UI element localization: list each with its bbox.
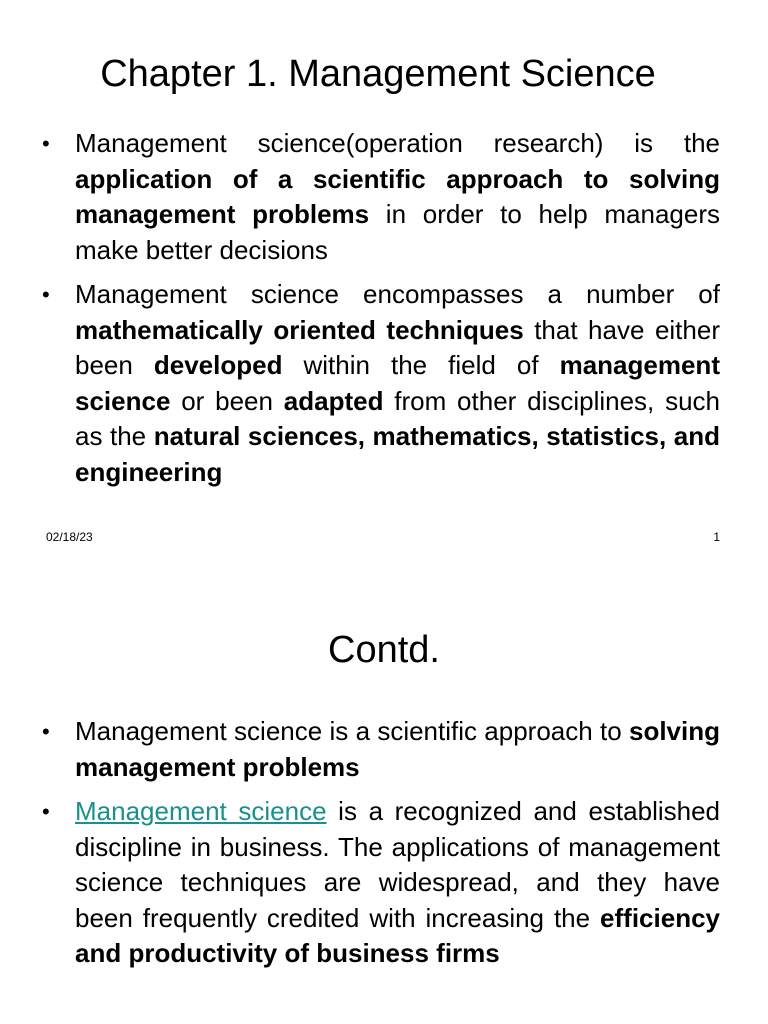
bullet-text: or been bbox=[170, 385, 284, 416]
bullet-dot-icon: • bbox=[42, 131, 50, 156]
management-science-link[interactable]: Management science bbox=[75, 796, 327, 826]
bullet-list bbox=[42, 714, 720, 981]
bullet-text: Management science(operation research) is the bbox=[75, 128, 720, 158]
bullet-text-bold: natural sciences, mathematics, statistics, and engineering bbox=[75, 421, 720, 487]
slide-title: Contd. bbox=[328, 629, 440, 671]
bullet-text-bold: management science bbox=[75, 350, 720, 416]
bullet-text: from other disciplines, such as the bbox=[75, 385, 720, 451]
slide-2 bbox=[0, 560, 768, 1024]
bullet-item bbox=[42, 714, 720, 785]
bullet-text: within the field of bbox=[282, 350, 560, 380]
bullet-text-bold: efficiency and productivity of business firms bbox=[75, 902, 720, 968]
bullet-text-bold: developed bbox=[153, 350, 283, 380]
bullet-dot-icon: • bbox=[42, 719, 50, 744]
bullet-dot-icon: • bbox=[42, 282, 50, 307]
slide-date: 02/18/23 bbox=[46, 530, 93, 544]
bullet-list bbox=[42, 126, 720, 499]
bullet-text: that have either been bbox=[75, 314, 720, 380]
slide-number: 1 bbox=[713, 530, 720, 544]
bullet-text-bold: solving management problems bbox=[75, 716, 720, 782]
bullet-text: in order to help managers make better decisions bbox=[75, 199, 720, 265]
bullet-item bbox=[42, 126, 720, 268]
bullet-item bbox=[42, 277, 720, 490]
bullet-text: Management science is a scientific approach to bbox=[75, 716, 629, 746]
bullet-text: Management science encompasses a number of bbox=[75, 279, 720, 309]
slide-title: Chapter 1. Management Science bbox=[100, 53, 656, 95]
bullet-item bbox=[42, 794, 720, 972]
bullet-text-bold: adapted bbox=[283, 385, 384, 416]
bullet-text: is a recognized and established discipline in business. The applications of management science techniques are widespread, and they have been frequently credited with increasing the bbox=[75, 796, 721, 933]
bullet-text-bold: application of a scientific approach to solving management problems bbox=[75, 163, 720, 229]
bullet-dot-icon: • bbox=[42, 799, 50, 824]
bullet-text-bold: mathematically oriented techniques bbox=[75, 314, 524, 345]
